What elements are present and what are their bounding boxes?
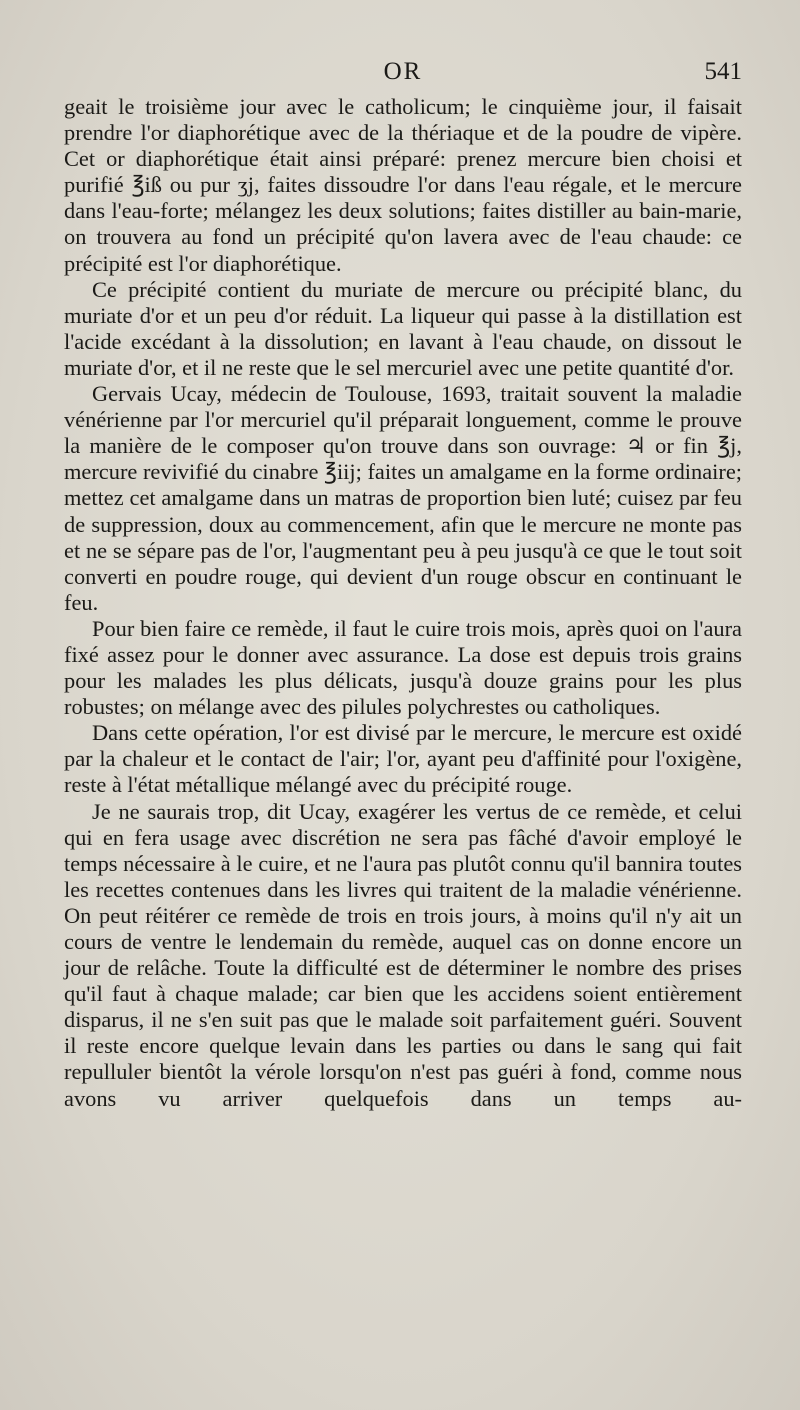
paragraph-dosage: Pour bien faire ce remède, il faut le cuire trois mois, après quoi on l'aura fixé assez pour le donner avec assurance. La dose est depuis trois grains pour les malades les plus délicats, jusqu'à douze grains pour les plus robustes; on mélange avec des pilules polychrestes ou catholiques. [64, 615, 742, 720]
paragraph-operation: Dans cette opération, l'or est divisé par le mercure, le mercure est oxidé par la chaleur et le contact de l'air; l'or, ayant peu d'affinité pour l'oxigène, reste à l'état métallique mélangé avec du précipité rouge. [64, 720, 742, 798]
paragraph-precipitate: Ce précipité contient du muriate de mercure ou précipité blanc, du muriate d'or et un peu d'or réduit. La liqueur qui passe à la distillation est l'acide excédant à la dissolution; en lavant à l'eau chaude, on dissout le muriate d'or, et il ne reste que le sel mercuriel avec une petite quantité d'or. [64, 276, 742, 380]
page-number: 541 [704, 58, 742, 85]
paragraph-ucay-recipe: Gervais Ucay, médecin de Toulouse, 1693, traitait souvent la maladie vénérienne par l'or mercuriel qu'il préparait longuement, comme le prouve la manière de le composer qu'on trouve dans son ouvrage: ♃ or fin ℥j, mercure revivifié du cinabre ℥iij; faites un amalgame en la forme ordinaire; mettez cet amalgame dans un matras de proportion bien luté; cuisez par feu de suppression, doux au commencement, afin que le mercure ne monte pas et ne se sépare pas de l'or, l'augmentant peu à peu jusqu'à ce que le tout soit converti en poudre rouge, qui devient d'un rouge obscur en continuant le feu. [64, 381, 742, 615]
paragraph-virtues: Je ne saurais trop, dit Ucay, exagérer les vertus de ce remède, et celui qui en fera usage avec discrétion ne sera pas fâché d'avoir employé le temps nécessaire à le cuire, et ne l'aura pas plutôt connu qu'il bannira toutes les recettes contenues dans les livres qui traitent de la maladie vénérienne. On peut réitérer ce remède de trois en trois jours, à moins qu'il n'y ait un cours de ventre le lendemain du remède, auquel cas on donne encore un jour de relâche. Toute la difficulté est de déterminer le nombre des prises qu'il faut à chaque malade; car bien que les accidens soient entièrement disparus, il ne s'en suit pas que le malade soit parfaitement guéri. Souvent il reste encore quelque levain dans les parties ou dans le sang qui fait repulluler bientôt la vérole lorsqu'on n'est pas guéri à fond, comme nous avons vu arriver quelquefois dans un temps au- [64, 798, 742, 1111]
running-title: OR [383, 58, 423, 85]
page-header [64, 58, 742, 94]
body-text [64, 94, 742, 1112]
paragraph-continued: geait le troisième jour avec le catholicum; le cinquième jour, il faisait prendre l'or diaphorétique avec de la thériaque et de la poudre de vipère. Cet or diaphorétique était ainsi préparé: prenez mercure bien choisi et purifié ℥iß ou pur ʒj, faites dissoudre l'or dans l'eau régale, et le mercure dans l'eau-forte; mélangez les deux solutions; faites distiller au bain-marie, on trouvera au fond un précipité qu'on lavera avec de l'eau chaude: ce précipité est l'or diaphorétique. [64, 94, 742, 276]
